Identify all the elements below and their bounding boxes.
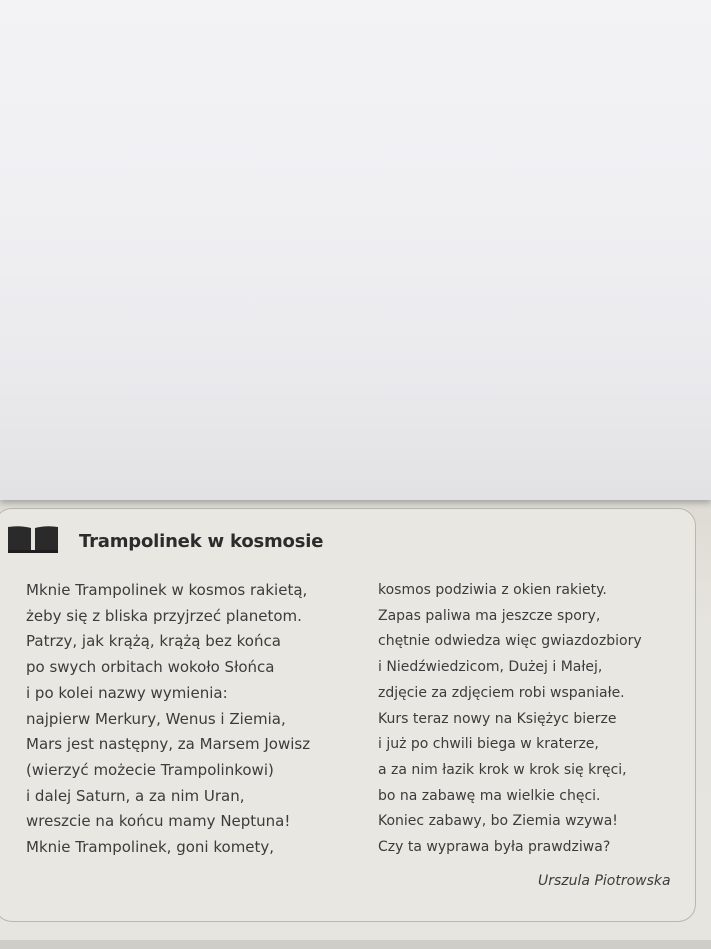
poem-line: Kurs teraz nowy na Księżyc bierze [378, 710, 617, 727]
poem-column-left [26, 578, 310, 861]
poem-line: (wierzyć możecie Trampolinkowi) [26, 760, 274, 779]
poem-line: i po kolei nazwy wymienia: [26, 683, 228, 702]
poem-line: i dalej Saturn, a za nim Uran, [26, 786, 245, 805]
poem-line: najpierw Merkury, Wenus i Ziemia, [26, 709, 286, 728]
textbook-page [0, 488, 711, 949]
poem-line: kosmos podziwia z okien rakiety. [378, 582, 607, 598]
poem-author: Urszula Piotrowska [538, 873, 671, 889]
poem-line: Zapas paliwa ma jeszcze spory, [378, 607, 601, 624]
poem-line: żeby się z bliska przyjrzeć planetom. [26, 606, 302, 625]
open-book-icon [6, 524, 60, 554]
poem-line: Patrzy, jak krążą, krążą bez końca [26, 632, 281, 651]
poem-line: zdjęcie za zdjęciem robi wspaniałe. [378, 684, 625, 701]
poem-line: po swych orbitach wokoło Słońca [26, 658, 275, 677]
poem-line: chętnie odwiedza więc gwiazdozbiory [378, 633, 642, 650]
poem-line: Czy ta wyprawa była prawdziwa? [378, 839, 611, 856]
poem-line: Mars jest następny, za Marsem Jowisz [26, 735, 311, 754]
page-bottom-edge [0, 940, 711, 949]
poem-line: bo na zabawę ma wielkie chęci. [378, 787, 601, 804]
poem-line: Koniec zabawy, bo Ziemia wzywa! [378, 813, 618, 830]
poem-column-right [378, 578, 642, 861]
poem-line: Mknie Trampolinek w kosmos rakietą, [26, 581, 308, 599]
poem-line: i już po chwili biega w kraterze, [378, 736, 599, 753]
poem-line: Mknie Trampolinek, goni komety, [26, 838, 275, 857]
poem-line: a za nim łazik krok w krok się kręci, [378, 761, 627, 778]
poem-title: Trampolinek w kosmosie [79, 531, 324, 552]
poem-line: i Niedźwiedzicom, Dużej i Małej, [378, 659, 603, 676]
poem-line: wreszcie na końcu mamy Neptuna! [26, 812, 291, 831]
